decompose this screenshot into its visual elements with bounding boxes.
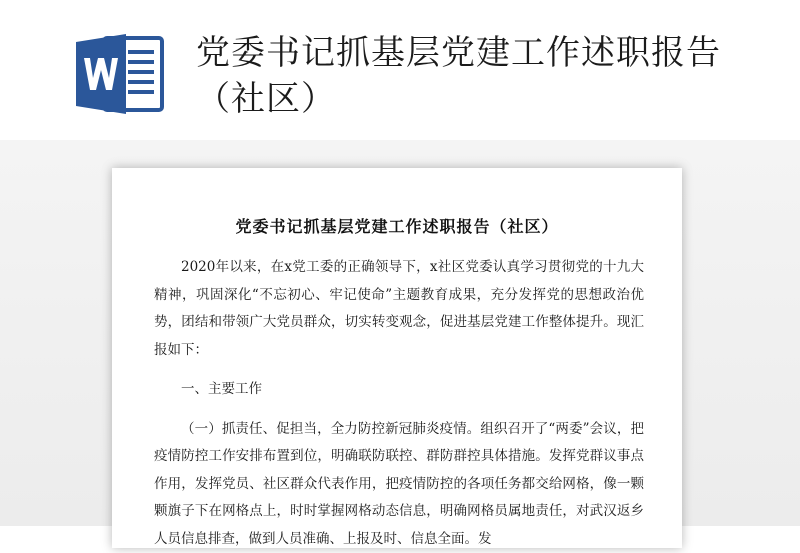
paragraph-2: （一）抓责任、促担当，全力防控新冠肺炎疫情。组织召开了“两委”会议，把疫情防控工作安排布置到位，明确联防联控、群防群控具体措施。发挥党群议事点作用，发挥党员、社区群众代表作用，把疫情防控的各项任务都交给网格，像一颗颗旗子下在网格点上，时时掌握网格动态信息，明确网格员属地责任，对武汉返乡人员信息排查，做到人员准确、上报及时、信息全面。发	[154, 416, 644, 553]
page-title: 党委书记抓基层党建工作述职报告（社区）	[196, 30, 736, 122]
paragraph-1: 2020年以来，在x党工委的正确领导下，x社区党委认真学习贯彻党的十九大精神，巩固深化“不忘初心、牢记使命”主题教育成果，充分发挥党的思想政治优势，团结和带领广大党员群众，切实转变观念，促进基层党建工作整体提升。现汇报如下：	[154, 254, 644, 364]
document-page	[112, 168, 682, 548]
section-heading-1: 一、主要工作	[154, 376, 644, 404]
document-body	[154, 254, 644, 553]
word-icon	[74, 32, 166, 116]
document-title: 党委书记抓基层党建工作述职报告（社区）	[112, 214, 682, 237]
header	[0, 0, 800, 140]
